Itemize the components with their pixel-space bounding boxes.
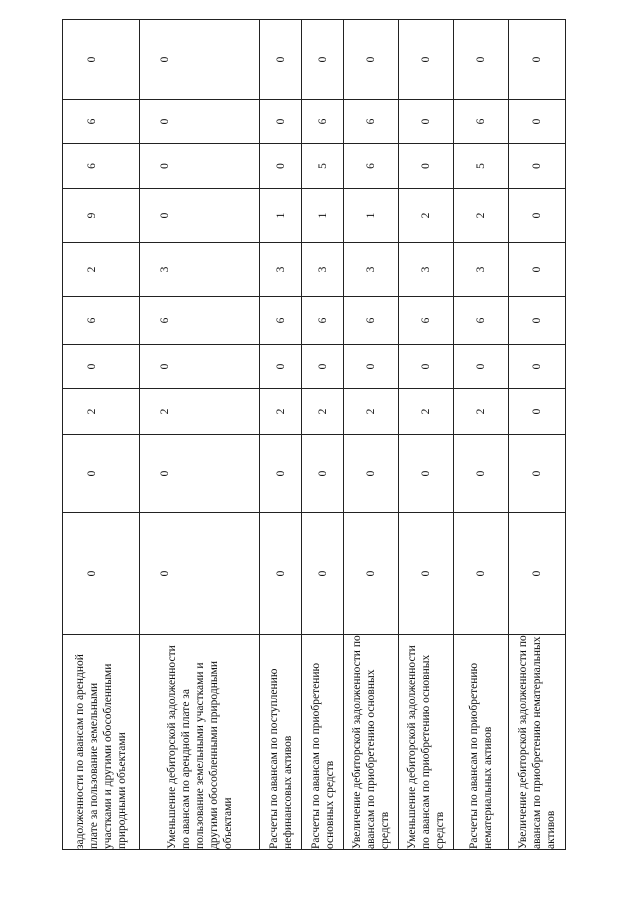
value-cell: 0 bbox=[63, 20, 140, 100]
value-cell: 0 bbox=[260, 20, 302, 100]
value-cell: 1 bbox=[302, 189, 344, 243]
value-cell: 0 bbox=[399, 435, 454, 513]
value-cell: 6 bbox=[260, 297, 302, 345]
value-cell: 0 bbox=[260, 345, 302, 389]
table-row bbox=[140, 20, 260, 850]
row-label-cell: Расчеты по авансам по поступлению нефинансовых активов bbox=[260, 635, 302, 850]
value-cell: 0 bbox=[140, 144, 260, 189]
value-cell: 0 bbox=[63, 345, 140, 389]
value-cell: 2 bbox=[63, 243, 140, 297]
value-cell: 6 bbox=[344, 297, 399, 345]
value-cell: 1 bbox=[260, 189, 302, 243]
value-cell: 0 bbox=[399, 100, 454, 144]
value-cell: 0 bbox=[399, 20, 454, 100]
table-row bbox=[454, 20, 509, 850]
value-cell: 0 bbox=[509, 144, 566, 189]
row-label-cell: Расчеты по авансам по приобретению нематериальных активов bbox=[454, 635, 509, 850]
value-cell: 6 bbox=[399, 297, 454, 345]
value-cell: 2 bbox=[260, 389, 302, 435]
value-cell: 0 bbox=[344, 513, 399, 635]
table-row bbox=[399, 20, 454, 850]
row-label-cell: Увеличение дебиторской задолженности по авансам по приобретению основных средств bbox=[344, 635, 399, 850]
table-row bbox=[344, 20, 399, 850]
value-cell: 0 bbox=[140, 20, 260, 100]
value-cell: 6 bbox=[302, 100, 344, 144]
row-label-cell: Увеличение дебиторской задолженности по авансам по приобретению нематериальных активов bbox=[509, 635, 566, 850]
value-cell: 1 bbox=[344, 189, 399, 243]
row-label-cell: Уменьшение дебиторской задолженности по авансам по арендной плате за пользование земельными участками и другими обособленными природными объектами bbox=[140, 635, 260, 850]
value-cell: 9 bbox=[63, 189, 140, 243]
value-cell: 0 bbox=[260, 144, 302, 189]
value-cell: 0 bbox=[509, 345, 566, 389]
row-label-cell: задолженности по авансам по арендной плате за пользование земельными участками и другими обособленными природными объектами bbox=[63, 635, 140, 850]
value-cell: 0 bbox=[140, 513, 260, 635]
value-cell: 0 bbox=[140, 345, 260, 389]
value-cell: 6 bbox=[454, 297, 509, 345]
value-cell: 0 bbox=[344, 20, 399, 100]
value-cell: 2 bbox=[399, 389, 454, 435]
value-cell: 3 bbox=[260, 243, 302, 297]
value-cell: 0 bbox=[399, 345, 454, 389]
value-cell: 6 bbox=[344, 144, 399, 189]
value-cell: 6 bbox=[454, 100, 509, 144]
value-cell: 0 bbox=[454, 20, 509, 100]
value-cell: 0 bbox=[260, 100, 302, 144]
value-cell: 2 bbox=[63, 389, 140, 435]
value-cell: 0 bbox=[302, 513, 344, 635]
value-cell: 6 bbox=[302, 297, 344, 345]
value-cell: 5 bbox=[454, 144, 509, 189]
value-cell: 3 bbox=[399, 243, 454, 297]
value-cell: 3 bbox=[454, 243, 509, 297]
value-cell: 0 bbox=[509, 297, 566, 345]
value-cell: 0 bbox=[140, 100, 260, 144]
value-cell: 0 bbox=[454, 345, 509, 389]
value-cell: 0 bbox=[454, 435, 509, 513]
value-cell: 0 bbox=[140, 435, 260, 513]
accounts-table bbox=[62, 19, 566, 850]
value-cell: 0 bbox=[260, 513, 302, 635]
value-cell: 0 bbox=[63, 435, 140, 513]
value-cell: 5 bbox=[302, 144, 344, 189]
value-cell: 3 bbox=[140, 243, 260, 297]
value-cell: 0 bbox=[302, 345, 344, 389]
value-cell: 6 bbox=[63, 297, 140, 345]
value-cell: 0 bbox=[399, 513, 454, 635]
table-row bbox=[260, 20, 302, 850]
value-cell: 0 bbox=[454, 513, 509, 635]
value-cell: 0 bbox=[344, 435, 399, 513]
value-cell: 0 bbox=[509, 243, 566, 297]
value-cell: 0 bbox=[509, 100, 566, 144]
value-cell: 0 bbox=[509, 435, 566, 513]
value-cell: 3 bbox=[344, 243, 399, 297]
value-cell: 0 bbox=[509, 189, 566, 243]
value-cell: 0 bbox=[260, 435, 302, 513]
value-cell: 0 bbox=[344, 345, 399, 389]
value-cell: 2 bbox=[454, 389, 509, 435]
table-row bbox=[509, 20, 566, 850]
value-cell: 0 bbox=[399, 144, 454, 189]
value-cell: 0 bbox=[509, 20, 566, 100]
value-cell: 2 bbox=[344, 389, 399, 435]
value-cell: 2 bbox=[140, 389, 260, 435]
table-row bbox=[63, 20, 140, 850]
value-cell: 0 bbox=[63, 513, 140, 635]
value-cell: 2 bbox=[302, 389, 344, 435]
value-cell: 3 bbox=[302, 243, 344, 297]
table-body bbox=[63, 20, 566, 850]
value-cell: 6 bbox=[140, 297, 260, 345]
row-label-cell: Уменьшение дебиторской задолженности по авансам по приобретению основных средств bbox=[399, 635, 454, 850]
value-cell: 6 bbox=[344, 100, 399, 144]
value-cell: 0 bbox=[140, 189, 260, 243]
value-cell: 6 bbox=[63, 100, 140, 144]
value-cell: 0 bbox=[302, 435, 344, 513]
value-cell: 0 bbox=[509, 389, 566, 435]
value-cell: 6 bbox=[63, 144, 140, 189]
row-label-cell: Расчеты по авансам по приобретению основных средств bbox=[302, 635, 344, 850]
table-row bbox=[302, 20, 344, 850]
value-cell: 2 bbox=[399, 189, 454, 243]
rotated-table-wrapper bbox=[62, 56, 557, 850]
value-cell: 0 bbox=[302, 20, 344, 100]
value-cell: 0 bbox=[509, 513, 566, 635]
value-cell: 2 bbox=[454, 189, 509, 243]
